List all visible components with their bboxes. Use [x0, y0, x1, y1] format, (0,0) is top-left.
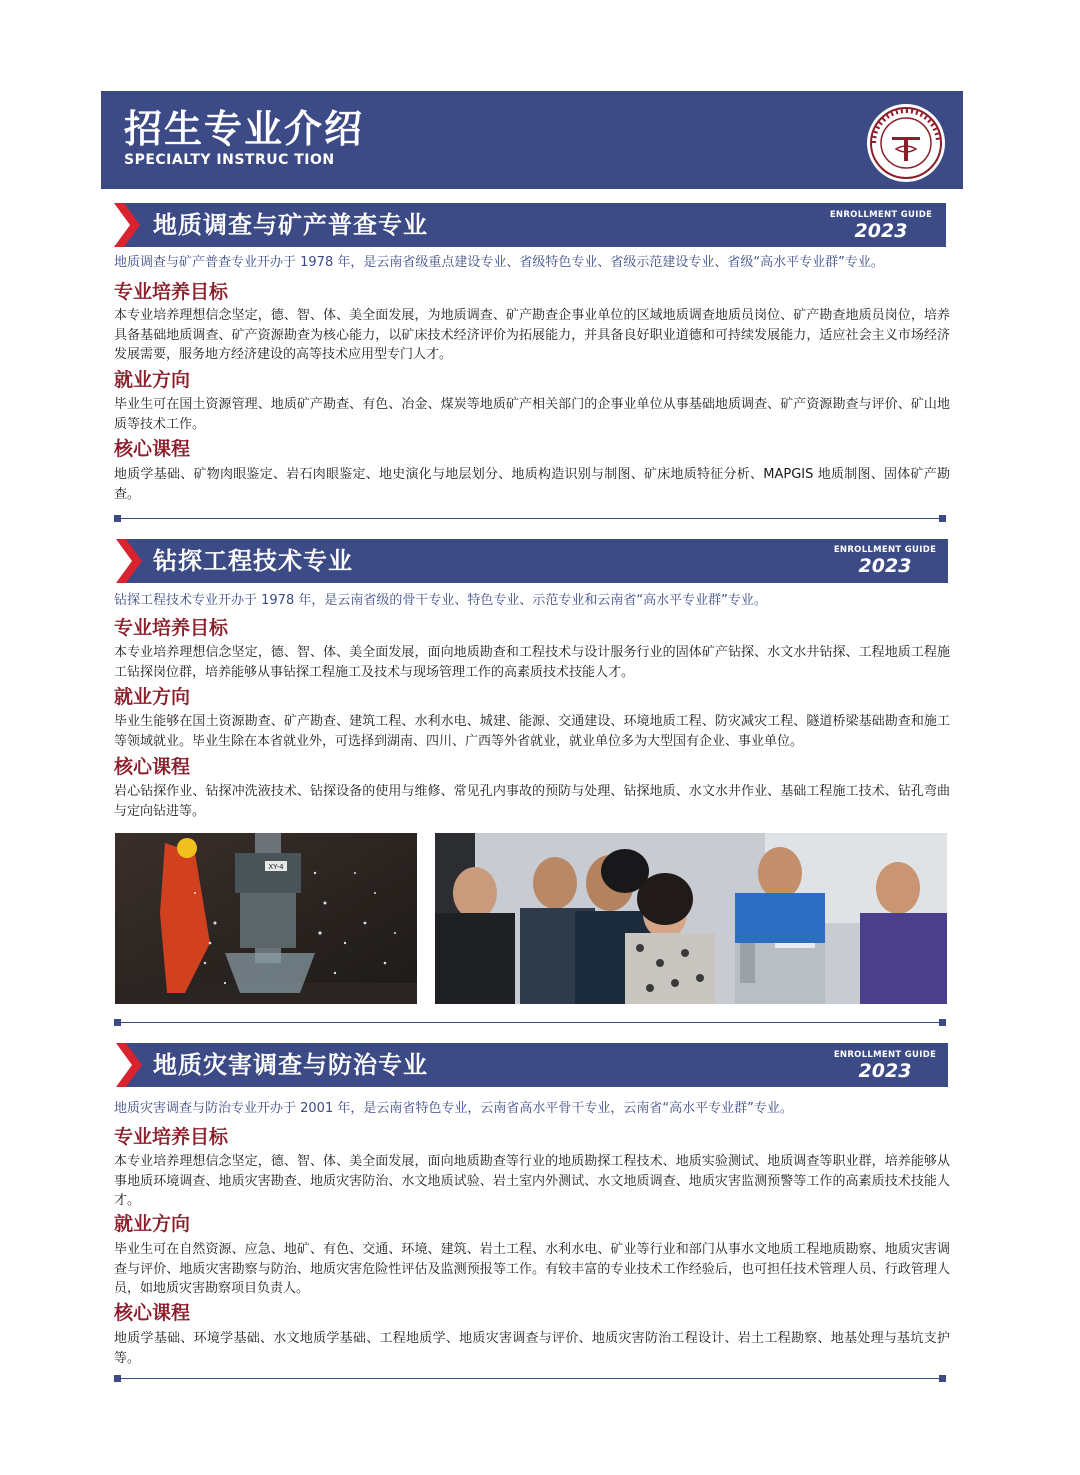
section-3-job-heading: 就业方向	[114, 1213, 191, 1235]
section-3-goal-heading: 专业培养目标	[114, 1126, 229, 1148]
section-2-course-heading: 核心课程	[114, 756, 191, 778]
section-3-job-text: 毕业生可在自然资源、应急、地矿、有色、交通、环境、建筑、岩土工程、水利水电、矿业等行业和部门从事水文地质工程地质勘察、地质灾害调查与评价、地质灾害勘察与防治、地质灾害危险性评估及监测预报等工作。有较丰富的专业技术工作经验后，也可担任技术管理人员、行政管理人员，如地质灾害勘察项目负责人。	[114, 1242, 950, 1296]
section-2-goal-text: 本专业培养理想信念坚定，德、智、体、美全面发展，面向地质勘查和工程技术与设计服务行业的固体矿产钻探、水文水井钻探、工程地质工程施工钻探岗位群，培养能够从事钻探工程施工及技术与现场管理工作的高素质技术技能人才。	[114, 645, 950, 680]
section-divider	[114, 1019, 946, 1027]
section-1-course-heading: 核心课程	[114, 438, 191, 460]
section-divider	[114, 1375, 946, 1383]
section-2-title: 钻探工程技术专业	[153, 547, 353, 575]
enrollment-guide-badge: ENROLLMENT GUIDE 2023	[829, 210, 933, 242]
chevron-arrow-icon	[114, 203, 154, 247]
school-logo	[866, 103, 946, 183]
chevron-arrow-icon	[116, 1043, 156, 1087]
chevron-arrow-icon	[116, 539, 156, 583]
section-3-course-heading: 核心课程	[114, 1302, 191, 1324]
section-3-course-text: 地质学基础、环境学基础、水文地质学基础、工程地质学、地质灾害调查与评价、地质灾害防治工程设计、岩土工程勘察、地基处理与基坑支护等。	[114, 1331, 950, 1366]
section-2-intro: 钻探工程技术专业开办于 1978 年，是云南省级的骨干专业、特色专业、示范专业和云南省“高水平专业群”专业。	[114, 593, 767, 608]
section-1-course-text: 地质学基础、矿物肉眼鉴定、岩石肉眼鉴定、地史演化与地层划分、地质构造识别与制图、矿床地质特征分析、MAPGIS 地质制图、固体矿产勘查。	[114, 467, 950, 502]
section-1-job-heading: 就业方向	[114, 369, 191, 391]
section-2-job-heading: 就业方向	[114, 686, 191, 708]
section-1-title: 地质调查与矿产普查专业	[153, 211, 428, 239]
section-1-goal-heading: 专业培养目标	[114, 281, 229, 303]
students-lab-photo	[435, 833, 947, 1004]
section-3-title: 地质灾害调查与防治专业	[153, 1051, 428, 1079]
page-title: 招生专业介绍	[124, 107, 365, 151]
section-3-goal-text: 本专业培养理想信念坚定，德、智、体、美全面发展，面向地质勘查等行业的地质勘探工程技术、地质实验测试、地质调查等职业群，培养能够从事地质环境调查、地质灾害勘查、地质灾害防治、水文地质试验、岩土室内外测试、水文地质调查、地质灾害监测预警等工作的高素质技术技能人才。	[114, 1154, 950, 1208]
section-3-intro: 地质灾害调查与防治专业开办于 2001 年，是云南省特色专业，云南省高水平骨干专业，云南省“高水平专业群”专业。	[114, 1101, 793, 1116]
section-divider	[114, 515, 946, 523]
drilling-photo	[115, 833, 417, 1004]
section-2-goal-heading: 专业培养目标	[114, 617, 229, 639]
section-2-job-text: 毕业生能够在国土资源勘查、矿产勘查、建筑工程、水利水电、城建、能源、交通建设、环境地质工程、防灾减灾工程、隧道桥梁基础勘查和施工等领域就业。毕业生除在本省就业外，可选择到湖南、四川、广西等外省就业，就业单位多为大型国有企业、事业单位。	[114, 714, 950, 749]
section-1-job-text: 毕业生可在国土资源管理、地质矿产勘查、有色、冶金、煤炭等地质矿产相关部门的企事业单位从事基础地质调查、矿产资源勘查与评价、矿山地质等技术工作。	[114, 397, 950, 432]
machine-label: XY-4	[268, 863, 284, 871]
enrollment-guide-badge: ENROLLMENT GUIDE 2023	[833, 545, 937, 577]
section-2-course-text: 岩心钻探作业、钻探冲洗液技术、钻探设备的使用与维修、常见孔内事故的预防与处理、钻探地质、水文水井作业、基础工程施工技术、钻孔弯曲与定向钻进等。	[114, 784, 950, 819]
enrollment-guide-badge: ENROLLMENT GUIDE 2023	[833, 1050, 937, 1082]
section-1-intro: 地质调查与矿产普查专业开办于 1978 年，是云南省级重点建设专业、省级特色专业、省级示范建设专业、省级“高水平专业群”专业。	[114, 255, 884, 270]
section-1-goal-text: 本专业培养理想信念坚定，德、智、体、美全面发展，为地质调查、矿产勘查企事业单位的区域地质调查地质员岗位、矿产勘查地质员岗位，培养具备基础地质调查、矿产资源勘查为核心能力，以矿床技术经济评价为拓展能力，并具备良好职业道德和可持续发展能力，适应社会主义市场经济发展需要，服务地方经济建设的高等技术应用型专门人才。	[114, 308, 950, 362]
page-subtitle: SPECIALTY INSTRUC TION	[124, 152, 335, 168]
